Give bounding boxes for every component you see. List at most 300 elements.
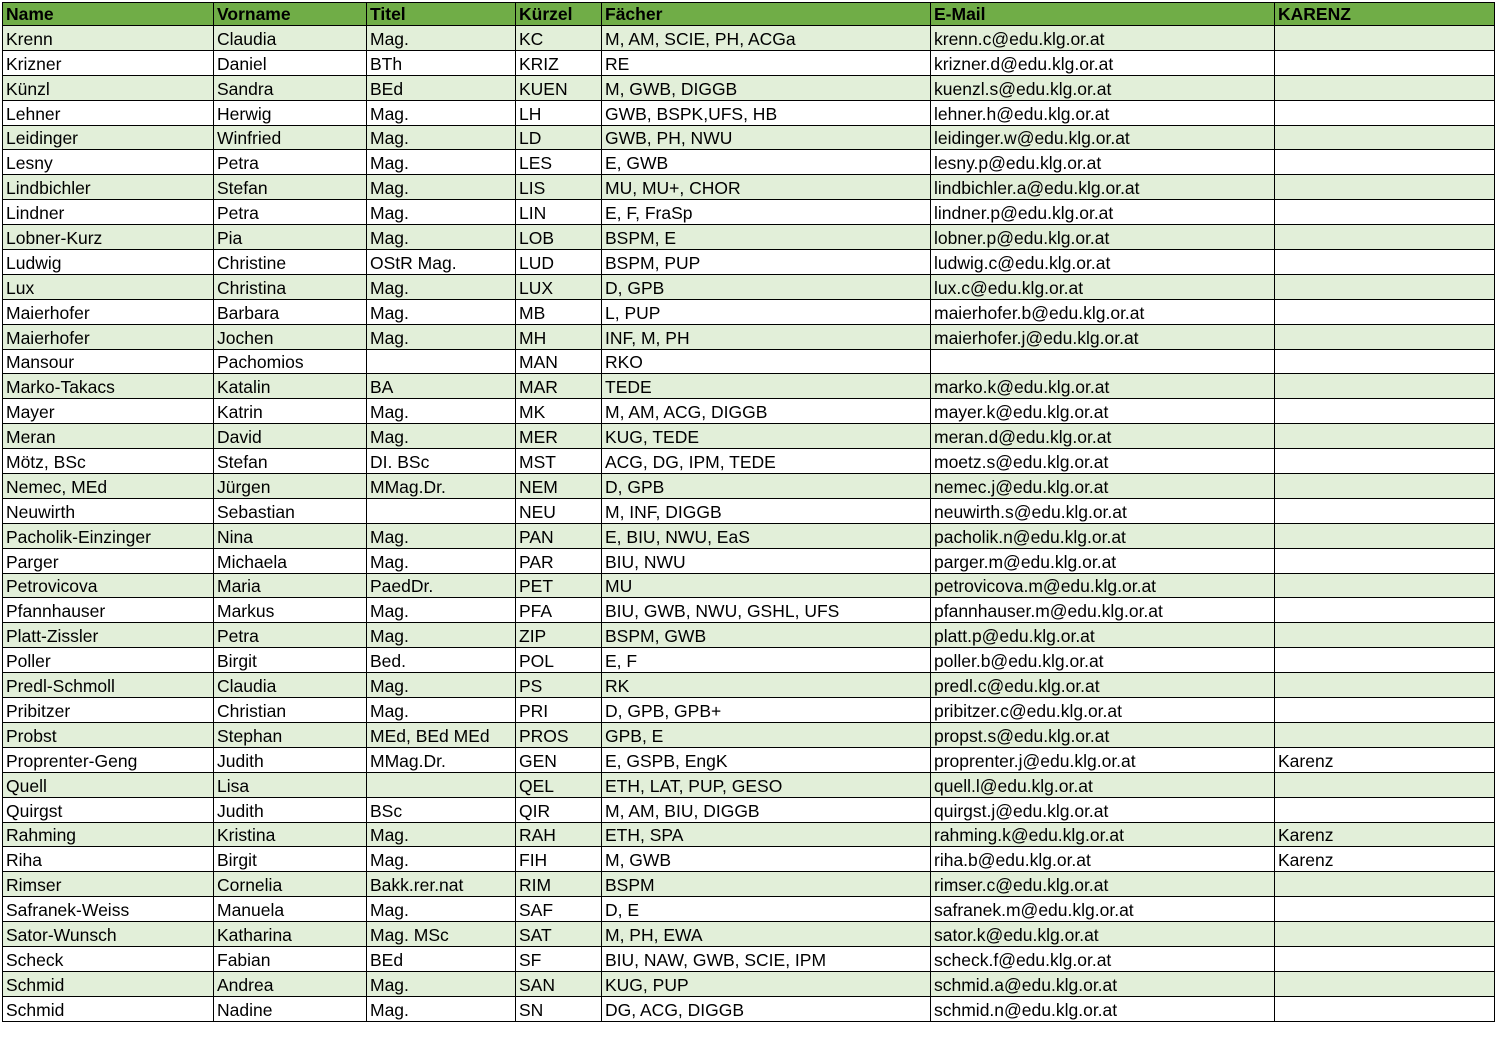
email-cell[interactable]: pacholik.n@edu.klg.or.at xyxy=(931,523,1275,548)
faecher-cell[interactable]: INF, M, PH xyxy=(602,324,931,349)
faecher-cell[interactable]: M, AM, BIU, DIGGB xyxy=(602,797,931,822)
email-cell[interactable]: riha.b@edu.klg.or.at xyxy=(931,847,1275,872)
kuerzel-cell[interactable]: RAH xyxy=(516,822,602,847)
kuerzel-cell[interactable]: SAF xyxy=(516,897,602,922)
faecher-cell[interactable]: GPB, E xyxy=(602,722,931,747)
kuerzel-cell[interactable]: SAN xyxy=(516,971,602,996)
faecher-cell[interactable]: BSPM xyxy=(602,872,931,897)
titel-cell[interactable]: Mag. xyxy=(367,897,516,922)
name-cell[interactable]: Ludwig xyxy=(3,250,214,275)
vorname-cell[interactable]: Katalin xyxy=(214,374,367,399)
faecher-cell[interactable]: KUG, TEDE xyxy=(602,424,931,449)
faecher-cell[interactable]: M, PH, EWA xyxy=(602,922,931,947)
name-cell[interactable]: Rahming xyxy=(3,822,214,847)
name-cell[interactable]: Pribitzer xyxy=(3,698,214,723)
email-cell[interactable]: schmid.a@edu.klg.or.at xyxy=(931,971,1275,996)
faecher-cell[interactable]: BIU, NAW, GWB, SCIE, IPM xyxy=(602,946,931,971)
faecher-cell[interactable]: BIU, GWB, NWU, GSHL, UFS xyxy=(602,598,931,623)
kuerzel-cell[interactable]: PRI xyxy=(516,698,602,723)
kuerzel-cell[interactable]: MAR xyxy=(516,374,602,399)
name-cell[interactable]: Schmid xyxy=(3,996,214,1021)
column-header-vorname[interactable]: Vorname xyxy=(214,3,367,26)
faecher-cell[interactable]: RK xyxy=(602,673,931,698)
email-cell[interactable]: platt.p@edu.klg.or.at xyxy=(931,623,1275,648)
name-cell[interactable]: Pfannhauser xyxy=(3,598,214,623)
name-cell[interactable]: Marko-Takacs xyxy=(3,374,214,399)
vorname-cell[interactable]: Katrin xyxy=(214,399,367,424)
titel-cell[interactable]: MMag.Dr. xyxy=(367,474,516,499)
table-body xyxy=(3,26,1495,1022)
titel-cell[interactable]: Mag. xyxy=(367,125,516,150)
name-cell[interactable]: Lobner-Kurz xyxy=(3,225,214,250)
name-cell[interactable]: Rimser xyxy=(3,872,214,897)
vorname-cell[interactable]: Pachomios xyxy=(214,349,367,374)
kuerzel-cell[interactable]: PAN xyxy=(516,523,602,548)
faecher-cell[interactable]: MU xyxy=(602,573,931,598)
name-cell[interactable]: Krizner xyxy=(3,50,214,75)
karenz-cell[interactable] xyxy=(1275,922,1495,947)
titel-cell[interactable]: Mag. xyxy=(367,100,516,125)
titel-cell[interactable]: Mag. xyxy=(367,424,516,449)
faecher-cell[interactable]: M, INF, DIGGB xyxy=(602,498,931,523)
name-cell[interactable]: Lindner xyxy=(3,200,214,225)
name-cell[interactable]: Lindbichler xyxy=(3,175,214,200)
titel-cell[interactable]: OStR Mag. xyxy=(367,250,516,275)
karenz-cell[interactable] xyxy=(1275,50,1495,75)
name-cell[interactable]: Leidinger xyxy=(3,125,214,150)
vorname-cell[interactable]: Claudia xyxy=(214,673,367,698)
faecher-cell[interactable]: BSPM, PUP xyxy=(602,250,931,275)
titel-cell[interactable]: BTh xyxy=(367,50,516,75)
titel-cell[interactable]: BEd xyxy=(367,946,516,971)
email-cell[interactable]: schmid.n@edu.klg.or.at xyxy=(931,996,1275,1021)
karenz-cell[interactable] xyxy=(1275,772,1495,797)
karenz-cell[interactable] xyxy=(1275,449,1495,474)
vorname-cell[interactable]: Judith xyxy=(214,797,367,822)
faecher-cell[interactable]: E, GWB xyxy=(602,150,931,175)
name-cell[interactable]: Lehner xyxy=(3,100,214,125)
kuerzel-cell[interactable]: LIN xyxy=(516,200,602,225)
karenz-cell[interactable]: Karenz xyxy=(1275,847,1495,872)
email-cell[interactable]: moetz.s@edu.klg.or.at xyxy=(931,449,1275,474)
faecher-cell[interactable]: KUG, PUP xyxy=(602,971,931,996)
vorname-cell[interactable]: Stefan xyxy=(214,449,367,474)
titel-cell[interactable]: Mag. xyxy=(367,548,516,573)
faecher-cell[interactable]: ETH, LAT, PUP, GESO xyxy=(602,772,931,797)
faecher-cell[interactable]: M, GWB, DIGGB xyxy=(602,75,931,100)
faecher-cell[interactable]: GWB, PH, NWU xyxy=(602,125,931,150)
name-cell[interactable]: Scheck xyxy=(3,946,214,971)
faecher-cell[interactable]: RE xyxy=(602,50,931,75)
email-cell[interactable]: scheck.f@edu.klg.or.at xyxy=(931,946,1275,971)
email-cell[interactable]: quirgst.j@edu.klg.or.at xyxy=(931,797,1275,822)
email-cell[interactable]: ludwig.c@edu.klg.or.at xyxy=(931,250,1275,275)
email-cell[interactable]: neuwirth.s@edu.klg.or.at xyxy=(931,498,1275,523)
karenz-cell[interactable] xyxy=(1275,349,1495,374)
vorname-cell[interactable]: Sandra xyxy=(214,75,367,100)
titel-cell[interactable]: Mag. xyxy=(367,200,516,225)
titel-cell[interactable]: Mag. xyxy=(367,399,516,424)
titel-cell[interactable]: Mag. xyxy=(367,175,516,200)
email-cell[interactable]: rimser.c@edu.klg.or.at xyxy=(931,872,1275,897)
karenz-cell[interactable] xyxy=(1275,299,1495,324)
vorname-cell[interactable]: Petra xyxy=(214,200,367,225)
kuerzel-cell[interactable]: PROS xyxy=(516,722,602,747)
titel-cell[interactable] xyxy=(367,349,516,374)
email-cell[interactable]: propst.s@edu.klg.or.at xyxy=(931,722,1275,747)
faecher-cell[interactable]: TEDE xyxy=(602,374,931,399)
titel-cell[interactable]: Mag. xyxy=(367,324,516,349)
faecher-cell[interactable]: ACG, DG, IPM, TEDE xyxy=(602,449,931,474)
titel-cell[interactable]: Mag. xyxy=(367,225,516,250)
email-cell[interactable]: maierhofer.j@edu.klg.or.at xyxy=(931,324,1275,349)
email-cell[interactable]: kuenzl.s@edu.klg.or.at xyxy=(931,75,1275,100)
titel-cell[interactable]: Mag. xyxy=(367,299,516,324)
vorname-cell[interactable]: Christian xyxy=(214,698,367,723)
name-cell[interactable]: Riha xyxy=(3,847,214,872)
table-row xyxy=(3,324,1495,349)
vorname-cell[interactable]: Fabian xyxy=(214,946,367,971)
table-row xyxy=(3,698,1495,723)
table-row xyxy=(3,200,1495,225)
karenz-cell[interactable] xyxy=(1275,872,1495,897)
faecher-cell[interactable]: M, GWB xyxy=(602,847,931,872)
titel-cell[interactable]: Mag. xyxy=(367,150,516,175)
email-cell[interactable]: lehner.h@edu.klg.or.at xyxy=(931,100,1275,125)
karenz-cell[interactable] xyxy=(1275,523,1495,548)
titel-cell[interactable]: BEd xyxy=(367,75,516,100)
faecher-cell[interactable]: M, AM, SCIE, PH, ACGa xyxy=(602,26,931,51)
email-cell[interactable]: lesny.p@edu.klg.or.at xyxy=(931,150,1275,175)
karenz-cell[interactable] xyxy=(1275,474,1495,499)
table-row xyxy=(3,225,1495,250)
table-row xyxy=(3,474,1495,499)
vorname-cell[interactable]: Kristina xyxy=(214,822,367,847)
vorname-cell[interactable]: Petra xyxy=(214,623,367,648)
titel-cell[interactable] xyxy=(367,498,516,523)
faecher-cell[interactable]: D, GPB, GPB+ xyxy=(602,698,931,723)
karenz-cell[interactable] xyxy=(1275,996,1495,1021)
kuerzel-cell[interactable]: SN xyxy=(516,996,602,1021)
kuerzel-cell[interactable]: MH xyxy=(516,324,602,349)
vorname-cell[interactable]: Winfried xyxy=(214,125,367,150)
kuerzel-cell[interactable]: KUEN xyxy=(516,75,602,100)
name-cell[interactable]: Lesny xyxy=(3,150,214,175)
kuerzel-cell[interactable]: LH xyxy=(516,100,602,125)
table-row xyxy=(3,797,1495,822)
name-cell[interactable]: Meran xyxy=(3,424,214,449)
email-cell[interactable]: poller.b@edu.klg.or.at xyxy=(931,648,1275,673)
name-cell[interactable]: Nemec, MEd xyxy=(3,474,214,499)
titel-cell[interactable]: Mag. xyxy=(367,847,516,872)
titel-cell[interactable]: Mag. xyxy=(367,971,516,996)
faecher-cell[interactable]: BSPM, GWB xyxy=(602,623,931,648)
kuerzel-cell[interactable]: QIR xyxy=(516,797,602,822)
vorname-cell[interactable]: Pia xyxy=(214,225,367,250)
karenz-cell[interactable] xyxy=(1275,573,1495,598)
kuerzel-cell[interactable]: MB xyxy=(516,299,602,324)
email-cell[interactable]: maierhofer.b@edu.klg.or.at xyxy=(931,299,1275,324)
column-header-titel[interactable]: Titel xyxy=(367,3,516,26)
email-cell[interactable]: lux.c@edu.klg.or.at xyxy=(931,274,1275,299)
vorname-cell[interactable]: Christina xyxy=(214,274,367,299)
kuerzel-cell[interactable]: GEN xyxy=(516,747,602,772)
titel-cell[interactable]: Mag. xyxy=(367,698,516,723)
email-cell[interactable]: quell.l@edu.klg.or.at xyxy=(931,772,1275,797)
titel-cell[interactable]: Bed. xyxy=(367,648,516,673)
vorname-cell[interactable]: Christine xyxy=(214,250,367,275)
titel-cell[interactable]: Mag. xyxy=(367,673,516,698)
table-row xyxy=(3,250,1495,275)
name-cell[interactable]: Pacholik-Einzinger xyxy=(3,523,214,548)
karenz-cell[interactable] xyxy=(1275,26,1495,51)
kuerzel-cell[interactable]: PAR xyxy=(516,548,602,573)
karenz-cell[interactable] xyxy=(1275,797,1495,822)
faecher-cell[interactable]: RKO xyxy=(602,349,931,374)
vorname-cell[interactable]: Manuela xyxy=(214,897,367,922)
karenz-cell[interactable] xyxy=(1275,897,1495,922)
kuerzel-cell[interactable]: PET xyxy=(516,573,602,598)
kuerzel-cell[interactable]: RIM xyxy=(516,872,602,897)
faecher-cell[interactable]: MU, MU+, CHOR xyxy=(602,175,931,200)
titel-cell[interactable]: Mag. MSc xyxy=(367,922,516,947)
faecher-cell[interactable]: D, GPB xyxy=(602,474,931,499)
vorname-cell[interactable]: Sebastian xyxy=(214,498,367,523)
titel-cell[interactable]: DI. BSc xyxy=(367,449,516,474)
name-cell[interactable]: Künzl xyxy=(3,75,214,100)
karenz-cell[interactable]: Karenz xyxy=(1275,747,1495,772)
faecher-cell[interactable]: BSPM, E xyxy=(602,225,931,250)
email-cell[interactable]: safranek.m@edu.klg.or.at xyxy=(931,897,1275,922)
name-cell[interactable]: Maierhofer xyxy=(3,324,214,349)
titel-cell[interactable]: Mag. xyxy=(367,523,516,548)
email-cell[interactable]: parger.m@edu.klg.or.at xyxy=(931,548,1275,573)
name-cell[interactable]: Platt-Zissler xyxy=(3,623,214,648)
kuerzel-cell[interactable]: KRIZ xyxy=(516,50,602,75)
titel-cell[interactable]: Mag. xyxy=(367,26,516,51)
kuerzel-cell[interactable]: FIH xyxy=(516,847,602,872)
titel-cell[interactable]: MMag.Dr. xyxy=(367,747,516,772)
kuerzel-cell[interactable]: PFA xyxy=(516,598,602,623)
name-cell[interactable]: Mötz, BSc xyxy=(3,449,214,474)
kuerzel-cell[interactable]: MER xyxy=(516,424,602,449)
email-cell[interactable]: krenn.c@edu.klg.or.at xyxy=(931,26,1275,51)
name-cell[interactable]: Mayer xyxy=(3,399,214,424)
kuerzel-cell[interactable]: LUX xyxy=(516,274,602,299)
vorname-cell[interactable]: Jochen xyxy=(214,324,367,349)
karenz-cell[interactable] xyxy=(1275,75,1495,100)
email-cell[interactable]: pribitzer.c@edu.klg.or.at xyxy=(931,698,1275,723)
titel-cell[interactable]: BSc xyxy=(367,797,516,822)
karenz-cell[interactable] xyxy=(1275,548,1495,573)
table-row xyxy=(3,971,1495,996)
vorname-cell[interactable]: Katharina xyxy=(214,922,367,947)
vorname-cell[interactable]: Stefan xyxy=(214,175,367,200)
email-cell[interactable]: predl.c@edu.klg.or.at xyxy=(931,673,1275,698)
kuerzel-cell[interactable]: QEL xyxy=(516,772,602,797)
kuerzel-cell[interactable]: LIS xyxy=(516,175,602,200)
kuerzel-cell[interactable]: NEU xyxy=(516,498,602,523)
karenz-cell[interactable] xyxy=(1275,399,1495,424)
titel-cell[interactable]: Bakk.rer.nat xyxy=(367,872,516,897)
faecher-cell[interactable]: ETH, SPA xyxy=(602,822,931,847)
karenz-cell[interactable] xyxy=(1275,175,1495,200)
faecher-cell[interactable]: GWB, BSPK,UFS, HB xyxy=(602,100,931,125)
table-row xyxy=(3,897,1495,922)
vorname-cell[interactable]: Andrea xyxy=(214,971,367,996)
column-header-name[interactable]: Name xyxy=(3,3,214,26)
faecher-cell[interactable]: M, AM, ACG, DIGGB xyxy=(602,399,931,424)
karenz-cell[interactable] xyxy=(1275,200,1495,225)
kuerzel-cell[interactable]: SAT xyxy=(516,922,602,947)
kuerzel-cell[interactable]: LOB xyxy=(516,225,602,250)
name-cell[interactable]: Predl-Schmoll xyxy=(3,673,214,698)
faecher-cell[interactable]: E, GSPB, EngK xyxy=(602,747,931,772)
karenz-cell[interactable] xyxy=(1275,498,1495,523)
name-cell[interactable]: Krenn xyxy=(3,26,214,51)
kuerzel-cell[interactable]: LUD xyxy=(516,250,602,275)
table-row xyxy=(3,374,1495,399)
table-row xyxy=(3,847,1495,872)
vorname-cell[interactable]: Jürgen xyxy=(214,474,367,499)
email-cell[interactable] xyxy=(931,349,1275,374)
vorname-cell[interactable]: David xyxy=(214,424,367,449)
vorname-cell[interactable]: Cornelia xyxy=(214,872,367,897)
name-cell[interactable]: Proprenter-Geng xyxy=(3,747,214,772)
faecher-cell[interactable]: BIU, NWU xyxy=(602,548,931,573)
titel-cell[interactable]: Mag. xyxy=(367,822,516,847)
titel-cell[interactable]: Mag. xyxy=(367,598,516,623)
karenz-cell[interactable] xyxy=(1275,324,1495,349)
vorname-cell[interactable]: Nina xyxy=(214,523,367,548)
karenz-cell[interactable] xyxy=(1275,598,1495,623)
kuerzel-cell[interactable]: ZIP xyxy=(516,623,602,648)
email-cell[interactable]: lobner.p@edu.klg.or.at xyxy=(931,225,1275,250)
kuerzel-cell[interactable]: NEM xyxy=(516,474,602,499)
titel-cell[interactable] xyxy=(367,772,516,797)
karenz-cell[interactable] xyxy=(1275,225,1495,250)
email-cell[interactable]: petrovicova.m@edu.klg.or.at xyxy=(931,573,1275,598)
name-cell[interactable]: Petrovicova xyxy=(3,573,214,598)
name-cell[interactable]: Sator-Wunsch xyxy=(3,922,214,947)
email-cell[interactable]: proprenter.j@edu.klg.or.at xyxy=(931,747,1275,772)
karenz-cell[interactable] xyxy=(1275,648,1495,673)
karenz-cell[interactable] xyxy=(1275,100,1495,125)
column-header-email[interactable]: E-Mail xyxy=(931,3,1275,26)
kuerzel-cell[interactable]: LES xyxy=(516,150,602,175)
faecher-cell[interactable]: D, E xyxy=(602,897,931,922)
vorname-cell[interactable]: Birgit xyxy=(214,847,367,872)
name-cell[interactable]: Safranek-Weiss xyxy=(3,897,214,922)
vorname-cell[interactable]: Petra xyxy=(214,150,367,175)
vorname-cell[interactable]: Barbara xyxy=(214,299,367,324)
name-cell[interactable]: Quell xyxy=(3,772,214,797)
vorname-cell[interactable]: Herwig xyxy=(214,100,367,125)
name-cell[interactable]: Maierhofer xyxy=(3,299,214,324)
karenz-cell[interactable] xyxy=(1275,946,1495,971)
titel-cell[interactable]: Mag. xyxy=(367,274,516,299)
name-cell[interactable]: Mansour xyxy=(3,349,214,374)
email-cell[interactable]: mayer.k@edu.klg.or.at xyxy=(931,399,1275,424)
kuerzel-cell[interactable]: MST xyxy=(516,449,602,474)
name-cell[interactable]: Quirgst xyxy=(3,797,214,822)
faecher-cell[interactable]: DG, ACG, DIGGB xyxy=(602,996,931,1021)
column-header-faecher[interactable]: Fächer xyxy=(602,3,931,26)
vorname-cell[interactable]: Stephan xyxy=(214,722,367,747)
kuerzel-cell[interactable]: SF xyxy=(516,946,602,971)
titel-cell[interactable]: Mag. xyxy=(367,623,516,648)
kuerzel-cell[interactable]: LD xyxy=(516,125,602,150)
kuerzel-cell[interactable]: PS xyxy=(516,673,602,698)
email-cell[interactable]: rahming.k@edu.klg.or.at xyxy=(931,822,1275,847)
faecher-cell[interactable]: E, BIU, NWU, EaS xyxy=(602,523,931,548)
email-cell[interactable]: nemec.j@edu.klg.or.at xyxy=(931,474,1275,499)
faecher-cell[interactable]: D, GPB xyxy=(602,274,931,299)
karenz-cell[interactable] xyxy=(1275,250,1495,275)
karenz-cell[interactable] xyxy=(1275,424,1495,449)
vorname-cell[interactable]: Daniel xyxy=(214,50,367,75)
vorname-cell[interactable]: Birgit xyxy=(214,648,367,673)
karenz-cell[interactable] xyxy=(1275,623,1495,648)
kuerzel-cell[interactable]: KC xyxy=(516,26,602,51)
faecher-cell[interactable]: L, PUP xyxy=(602,299,931,324)
name-cell[interactable]: Poller xyxy=(3,648,214,673)
column-header-karenz[interactable]: KARENZ xyxy=(1275,3,1495,26)
email-cell[interactable]: meran.d@edu.klg.or.at xyxy=(931,424,1275,449)
email-cell[interactable]: marko.k@edu.klg.or.at xyxy=(931,374,1275,399)
karenz-cell[interactable] xyxy=(1275,125,1495,150)
column-header-kuerzel[interactable]: Kürzel xyxy=(516,3,602,26)
vorname-cell[interactable]: Nadine xyxy=(214,996,367,1021)
kuerzel-cell[interactable]: MK xyxy=(516,399,602,424)
karenz-cell[interactable] xyxy=(1275,698,1495,723)
header-row xyxy=(3,3,1495,26)
titel-cell[interactable]: PaedDr. xyxy=(367,573,516,598)
kuerzel-cell[interactable]: POL xyxy=(516,648,602,673)
karenz-cell[interactable] xyxy=(1275,722,1495,747)
name-cell[interactable]: Lux xyxy=(3,274,214,299)
kuerzel-cell[interactable]: MAN xyxy=(516,349,602,374)
titel-cell[interactable]: BA xyxy=(367,374,516,399)
vorname-cell[interactable]: Maria xyxy=(214,573,367,598)
email-cell[interactable]: sator.k@edu.klg.or.at xyxy=(931,922,1275,947)
karenz-cell[interactable] xyxy=(1275,971,1495,996)
vorname-cell[interactable]: Markus xyxy=(214,598,367,623)
karenz-cell[interactable] xyxy=(1275,274,1495,299)
email-cell[interactable]: lindbichler.a@edu.klg.or.at xyxy=(931,175,1275,200)
karenz-cell[interactable] xyxy=(1275,150,1495,175)
karenz-cell[interactable] xyxy=(1275,673,1495,698)
email-cell[interactable]: leidinger.w@edu.klg.or.at xyxy=(931,125,1275,150)
vorname-cell[interactable]: Lisa xyxy=(214,772,367,797)
karenz-cell[interactable] xyxy=(1275,374,1495,399)
vorname-cell[interactable]: Claudia xyxy=(214,26,367,51)
karenz-cell[interactable]: Karenz xyxy=(1275,822,1495,847)
vorname-cell[interactable]: Michaela xyxy=(214,548,367,573)
faecher-cell[interactable]: E, F, FraSp xyxy=(602,200,931,225)
email-cell[interactable]: krizner.d@edu.klg.or.at xyxy=(931,50,1275,75)
name-cell[interactable]: Schmid xyxy=(3,971,214,996)
name-cell[interactable]: Probst xyxy=(3,722,214,747)
email-cell[interactable]: pfannhauser.m@edu.klg.or.at xyxy=(931,598,1275,623)
titel-cell[interactable]: Mag. xyxy=(367,996,516,1021)
name-cell[interactable]: Neuwirth xyxy=(3,498,214,523)
vorname-cell[interactable]: Judith xyxy=(214,747,367,772)
name-cell[interactable]: Parger xyxy=(3,548,214,573)
email-cell[interactable]: lindner.p@edu.klg.or.at xyxy=(931,200,1275,225)
faecher-cell[interactable]: E, F xyxy=(602,648,931,673)
titel-cell[interactable]: MEd, BEd MEd xyxy=(367,722,516,747)
